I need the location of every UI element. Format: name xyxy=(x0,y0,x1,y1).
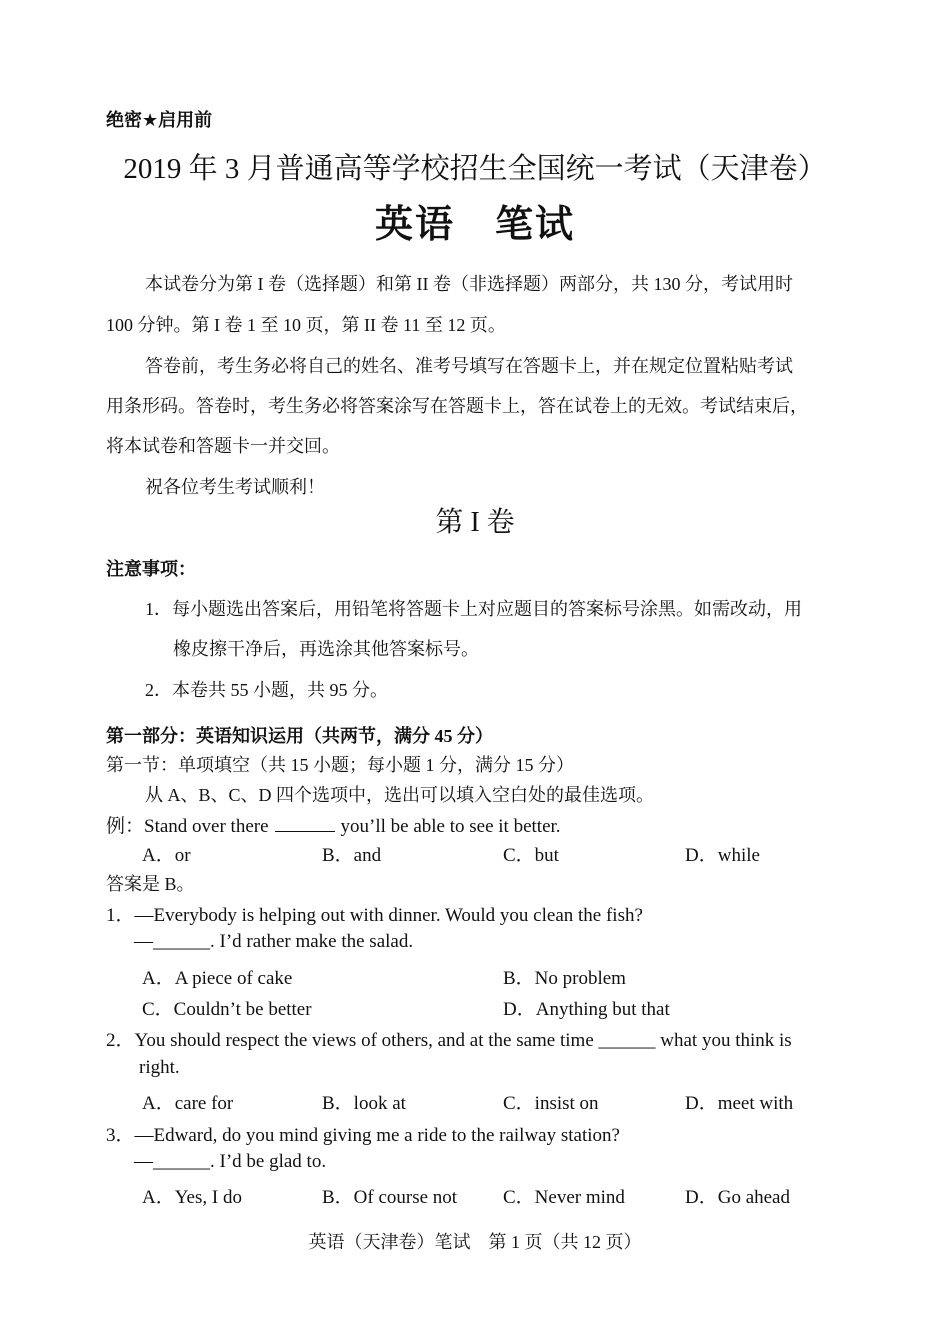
volume-title: 第 I 卷 xyxy=(435,507,515,538)
page-footer: 英语（天津卷）笔试 第 1 页（共 12 页） xyxy=(308,1232,642,1252)
question-3-option-a: A．Yes, I do xyxy=(142,1187,242,1208)
question-1-option-c: C．Couldn’t be better xyxy=(142,999,312,1020)
question-1-option-d: D．Anything but that xyxy=(503,999,670,1020)
question-2-option-c: C．insist on xyxy=(503,1093,599,1114)
notes-item1-line2: 橡皮擦干净后，再选涂其他答案标号。 xyxy=(173,639,479,659)
notes-item1-line1: 1．每小题选出答案后，用铅笔将答题卡上对应题目的答案标号涂黑。如需改动，用 xyxy=(145,599,802,619)
exam-subtitle: 英语 笔试 xyxy=(374,202,575,246)
intro-p1-line2: 100 分钟。第 I 卷 1 至 10 页，第 II 卷 11 至 12 页。 xyxy=(106,315,506,335)
question-1-line2: —______. I’d rather make the salad. xyxy=(134,931,414,952)
question-2-option-a: A．care for xyxy=(142,1093,234,1114)
intro-p3: 祝各位考生考试顺利！ xyxy=(145,477,325,497)
intro-p2-line1: 答卷前，考生务必将自己的姓名、准考号填写在答题卡上，并在规定位置粘贴考试 xyxy=(145,356,793,376)
example-option-b: B．and xyxy=(322,845,382,866)
example-question xyxy=(106,811,561,838)
question-1-option-a: A．A piece of cake xyxy=(142,968,293,989)
exam-title: 2019 年 3 月普通高等学校招生全国统一考试（天津卷） xyxy=(123,153,827,185)
part1-heading: 第一部分：英语知识运用（共两节，满分 45 分） xyxy=(106,726,493,746)
example-option-a: A．or xyxy=(142,845,191,866)
question-3-option-c: C．Never mind xyxy=(503,1187,625,1208)
example-option-c: C．but xyxy=(503,845,559,866)
answer-blank xyxy=(275,817,335,832)
example-prefix: 例：Stand over there xyxy=(106,816,269,837)
example-suffix: you’ll be able to see it better. xyxy=(340,816,561,837)
intro-p2-line3: 将本试卷和答题卡一并交回。 xyxy=(106,436,340,456)
intro-p1-line1: 本试卷分为第 I 卷（选择题）和第 II 卷（非选择题）两部分，共 130 分，考试用时 xyxy=(145,274,793,294)
notes-item2: 2．本卷共 55 小题，共 95 分。 xyxy=(145,680,388,700)
question-1-option-b: B．No problem xyxy=(503,968,626,989)
question-3-option-d: D．Go ahead xyxy=(685,1187,790,1208)
question-1-line1: 1．—Everybody is helping out with dinner. Would you clean the fish? xyxy=(106,905,643,926)
question-3-line1: 3．—Edward, do you mind giving me a ride to the railway station? xyxy=(106,1125,620,1146)
question-3-line2: —______. I’d be glad to. xyxy=(134,1151,327,1172)
question-2-option-b: B．look at xyxy=(322,1093,406,1114)
example-option-d: D．while xyxy=(685,845,760,866)
question-2-line1: 2．You should respect the views of others, and at the same time ______ what you think is xyxy=(106,1030,792,1051)
intro-p2-line2: 用条形码。答卷时，考生务必将答案涂写在答题卡上，答在试卷上的无效。考试结束后， xyxy=(106,396,808,416)
confidential-label: 绝密★启用前 xyxy=(106,110,213,131)
question-2-line2: right. xyxy=(139,1057,180,1078)
notes-heading: 注意事项： xyxy=(106,559,196,579)
section1-instruction: 从 A、B、C、D 四个选项中，选出可以填入空白处的最佳选项。 xyxy=(145,785,655,805)
example-answer: 答案是 B。 xyxy=(106,874,195,894)
question-2-option-d: D．meet with xyxy=(685,1093,794,1114)
question-3-option-b: B．Of course not xyxy=(322,1187,458,1208)
section1-heading: 第一节：单项填空（共 15 小题；每小题 1 分，满分 15 分） xyxy=(106,755,574,775)
